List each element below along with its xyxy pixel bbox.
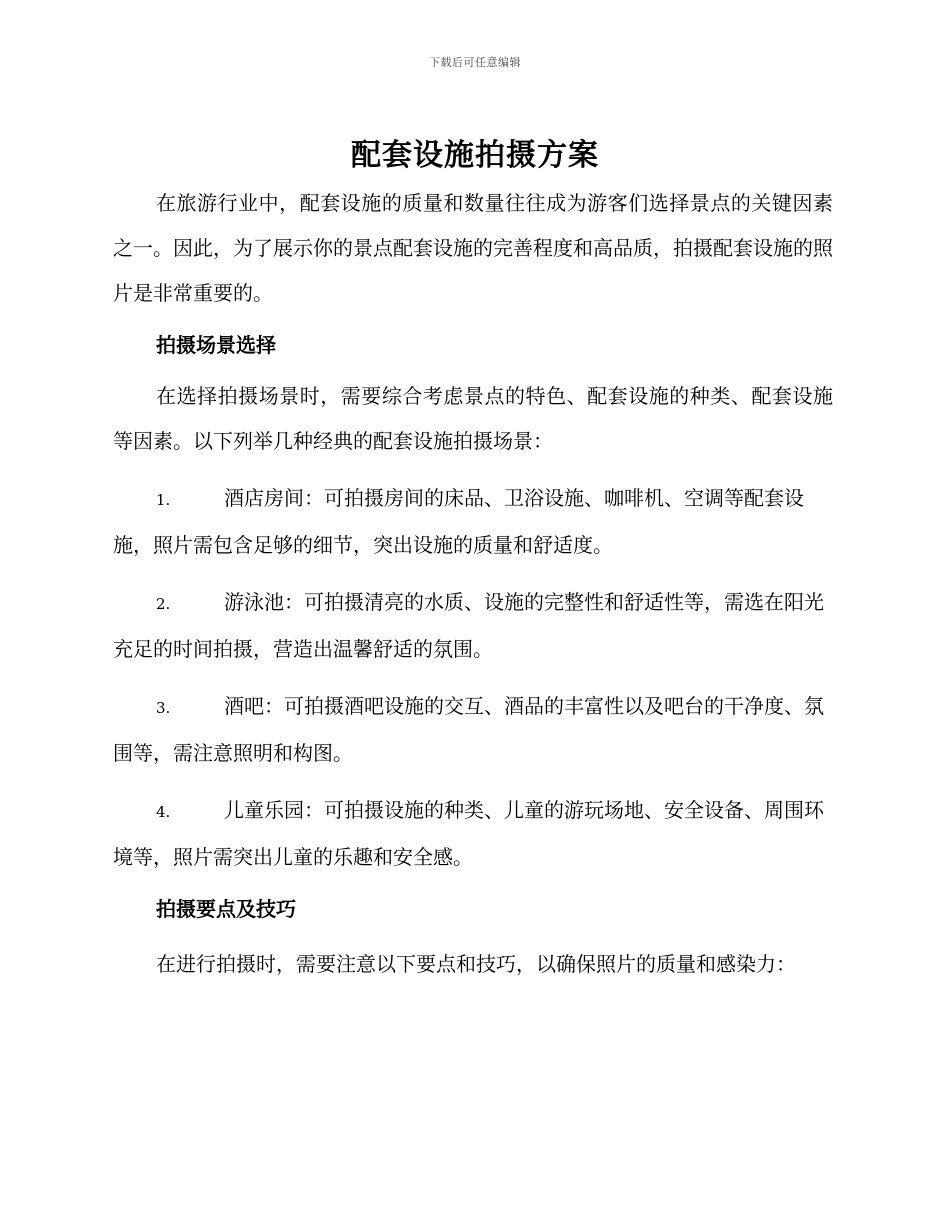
list-number: 3. — [156, 699, 171, 717]
list-number: 2. — [156, 595, 171, 613]
tips-intro-paragraph: 在进行拍摄时，需要注意以下要点和技巧，以确保照片的质量和感染力： — [156, 952, 796, 976]
section-heading-tips: 拍摄要点及技巧 — [156, 897, 296, 921]
section-heading-scene: 拍摄场景选择 — [156, 333, 276, 357]
list-item — [113, 684, 833, 776]
scene-intro-paragraph: 在选择拍摄场景时，需要综合考虑景点的特色、配套设施的种类、配套设施等因素。以下列举几种经典的配套设施拍摄场景： — [113, 384, 833, 453]
list-item-text: 儿童乐园：可拍摄设施的种类、儿童的游玩场地、安全设备、周围环境等，照片需突出儿童的乐趣和安全感。 — [113, 798, 824, 869]
list-number: 4. — [156, 803, 171, 821]
list-number: 1. — [156, 491, 171, 509]
header-note: 下载后可任意编辑 — [429, 56, 521, 69]
document-title: 配套设施拍摄方案 — [351, 138, 599, 173]
list-item — [113, 788, 833, 880]
list-item-text: 酒店房间：可拍摄房间的床品、卫浴设施、咖啡机、空调等配套设施，照片需包含足够的细节，突出设施的质量和舒适度。 — [113, 486, 804, 557]
list-item-text: 游泳池：可拍摄清亮的水质、设施的完整性和舒适性等，需选在阳光充足的时间拍摄，营造出温馨舒适的氛围。 — [113, 590, 824, 661]
document-body — [113, 181, 833, 987]
intro-paragraph: 在旅游行业中，配套设施的质量和数量往往成为游客们选择景点的关键因素之一。因此，为了展示你的景点配套设施的完善程度和高品质，拍摄配套设施的照片是非常重要的。 — [113, 191, 833, 305]
list-item — [113, 580, 833, 672]
list-item-text: 酒吧：可拍摄酒吧设施的交互、酒品的丰富性以及吧台的干净度、氛围等，需注意照明和构图。 — [113, 694, 824, 765]
list-item — [113, 476, 833, 568]
